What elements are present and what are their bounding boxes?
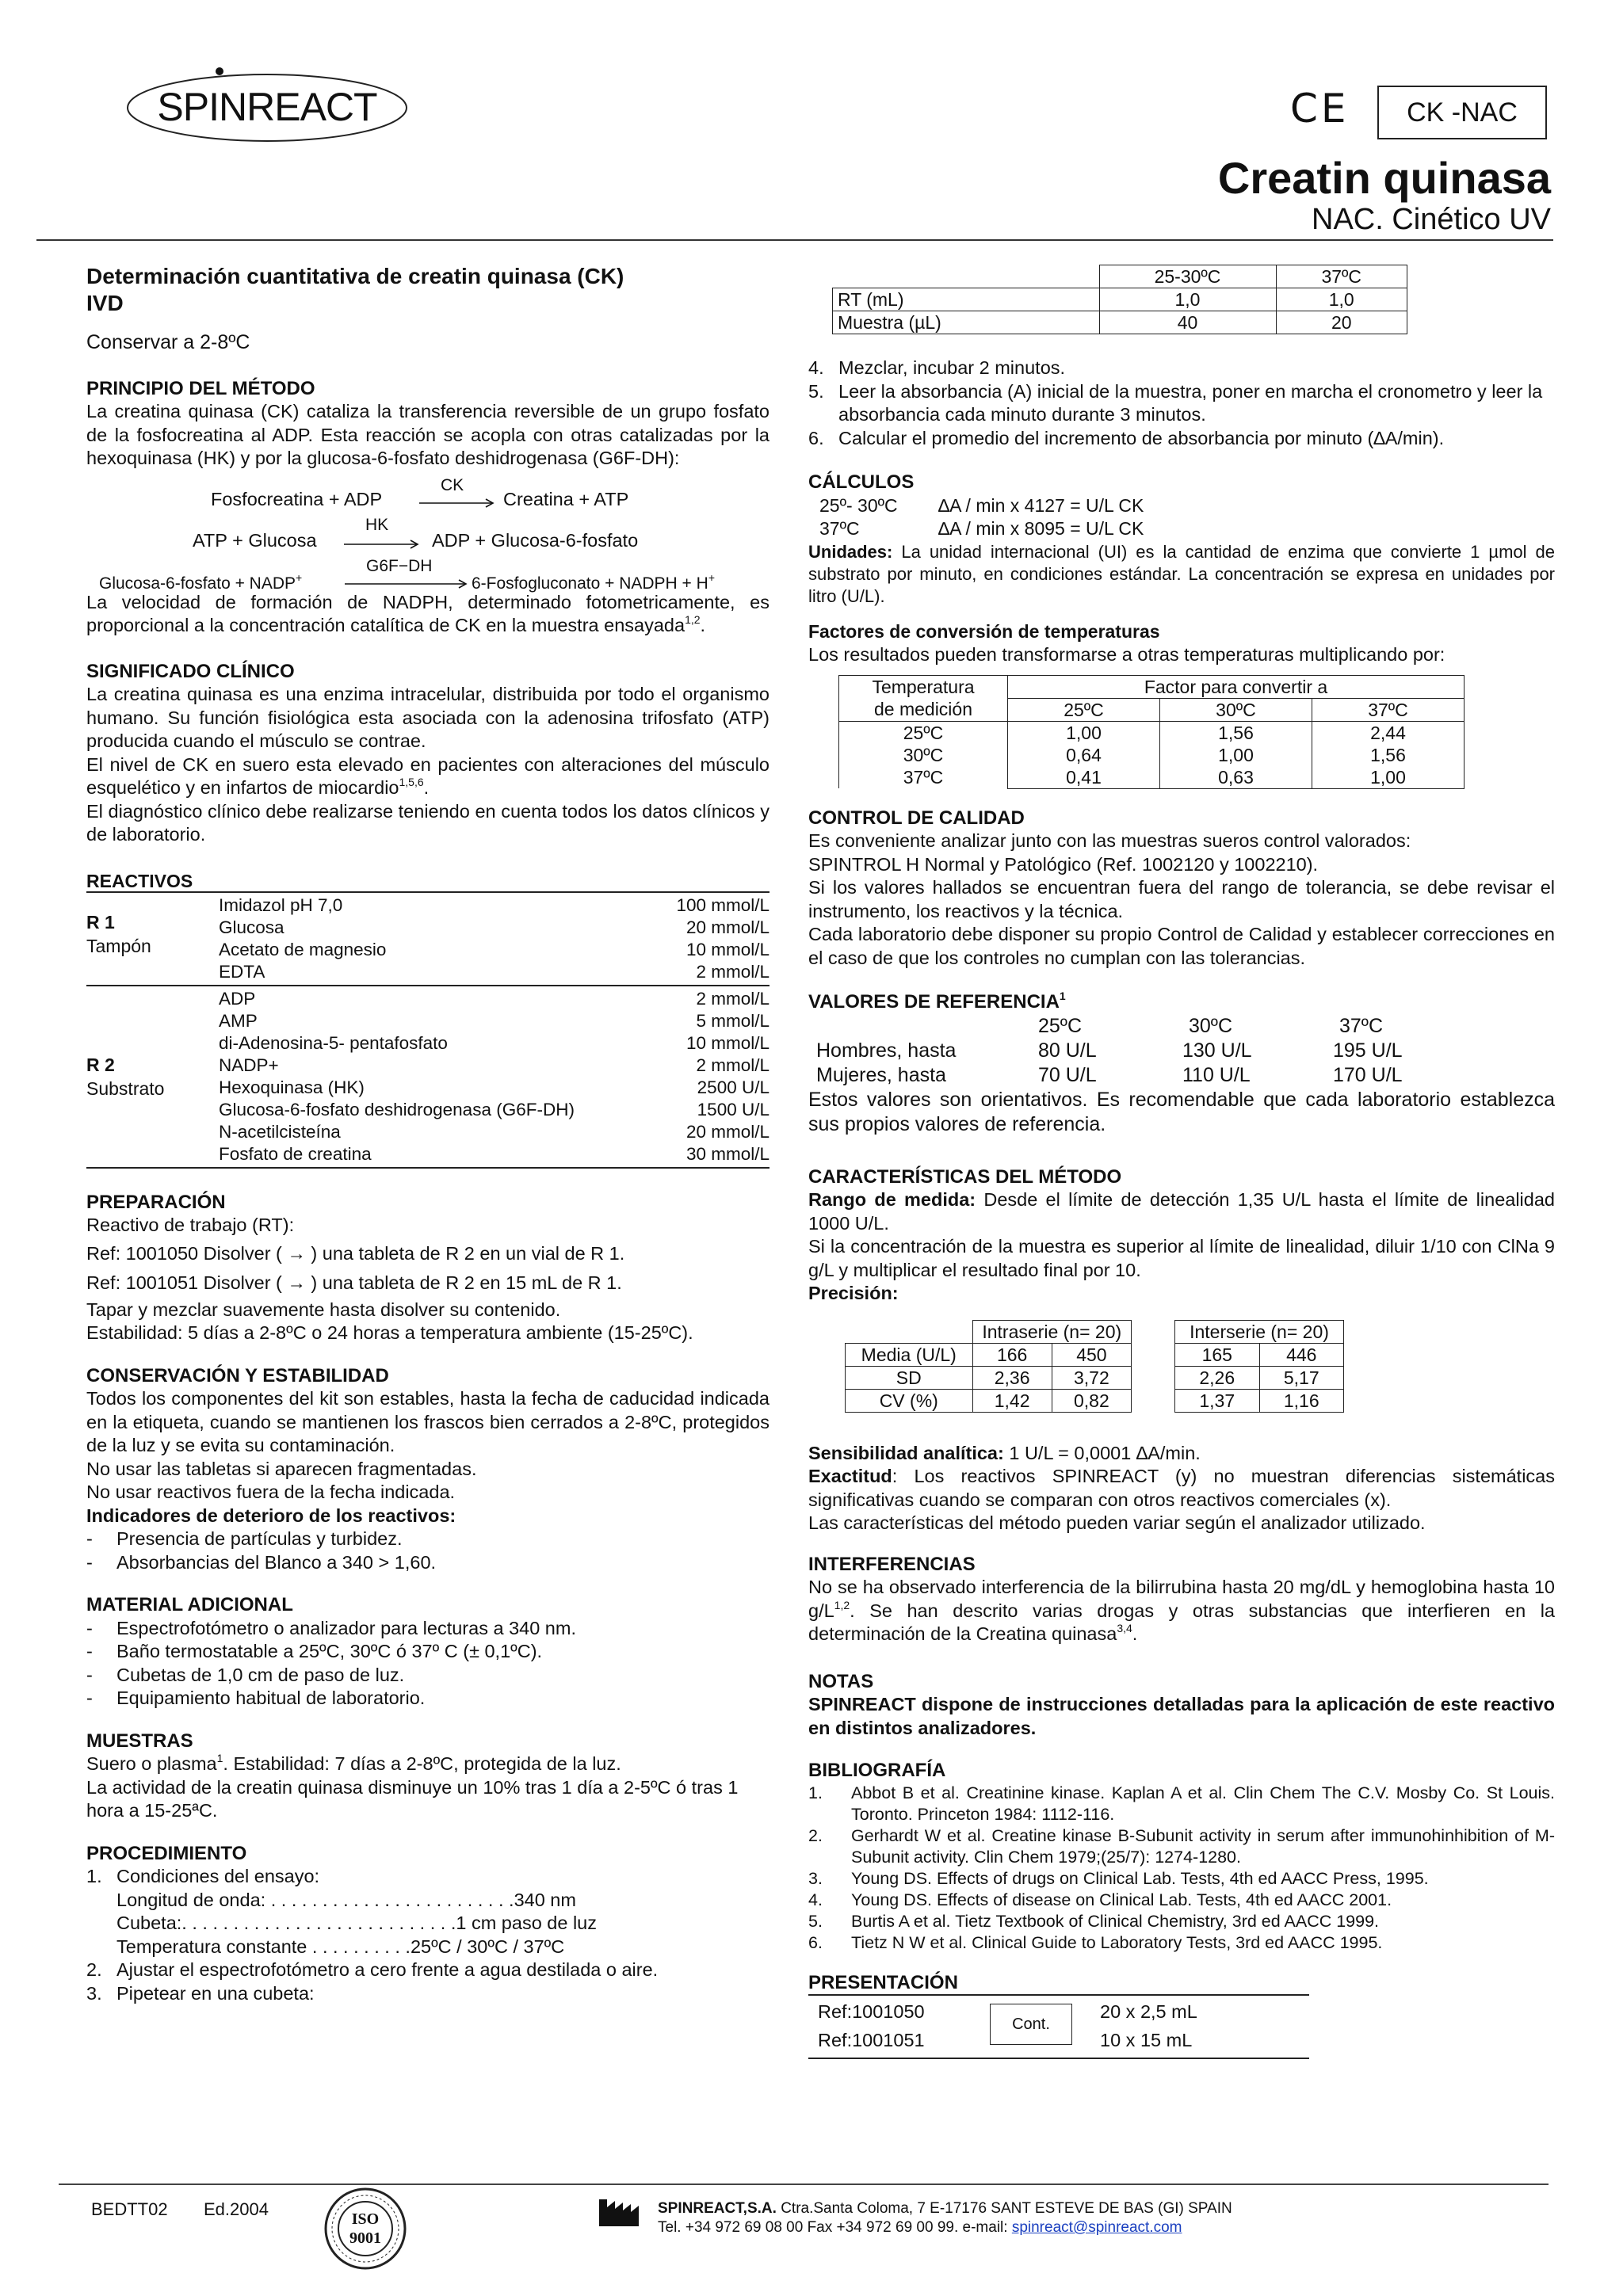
bib-item: Young DS. Effects of drugs on Clinical Lab. Tests, 4th ed AACC Press, 1995. — [851, 1868, 1429, 1888]
conservation-p3: No usar reactivos fuera de la fecha indicada. — [86, 1482, 456, 1502]
material-item: Espectrofotómetro o analizador para lecturas a 340 nm. — [116, 1617, 576, 1638]
qc-p1: Es conveniente analizar junto con las muestras sueros control valorados: — [808, 830, 1411, 851]
pipette-table: 25-30ºC 37ºC RT (mL) 1,0 1,0 Muestra (µL) 40 20 — [832, 265, 1407, 334]
reagents-table — [86, 891, 769, 1169]
conservation-p1: Todos los componentes del kit son estables, hasta la fecha de caducidad indicada en la etiqueta, cuando se mantienen los frascos bien cerrados a 2-8ºC, protegidos de la luz y se evita su contaminación. — [86, 1388, 769, 1455]
reference-note: Estos valores son orientativos. Es recomendable que cada laboratorio establezca sus propios valores de referencia. — [808, 1088, 1555, 1135]
units-text: Unidades: La unidad internacional (UI) es la cantidad de enzima que convierte 1 µmol de substrato por minuto, en condiciones estándar. La concentración se expresa en unidades por litro (U/L). — [808, 541, 1555, 606]
characteristics-heading: CARACTERÍSTICAS DEL MÉTODO — [808, 1165, 1122, 1188]
bib-item: Burtis A et al. Tietz Textbook of Clinical Chemistry, 3rd ed AACC 1999. — [851, 1911, 1380, 1931]
factors-text: Los resultados pueden transformarse a otras temperaturas multiplicando por: — [808, 644, 1445, 665]
notes-heading: NOTAS — [808, 1670, 874, 1692]
footer-edition: Ed.2004 — [204, 2199, 269, 2219]
presentation-heading: PRESENTACIÓN — [808, 1971, 958, 1993]
reagent-conc: 10 mmol/L — [685, 1032, 769, 1053]
qc-p2: SPINTROL H Normal y Patológico (Ref. 1002120 y 1002210). — [808, 853, 1319, 875]
conservation-p2: No usar las tabletas si aparecen fragmentadas. — [86, 1458, 477, 1479]
principle-heading: PRINCIPIO DEL MÉTODO — [86, 377, 315, 399]
iso-seal-icon — [323, 2187, 407, 2271]
product-subtitle: NAC. Cinético UV — [1312, 203, 1551, 236]
product-title: Creatin quinasa — [1217, 153, 1551, 203]
reference-table: 25ºC 30ºC 37ºC Hombres, hasta 80 U/L 130 U/L 195 U/L Mujeres, hasta 70 U/L 110 U/L 170 U/L — [816, 1014, 1403, 1086]
bib-item: Gerhardt W et al. Creatine kinase B-Subunit activity in serum after immunohinhibition of M-Subunit activity. Clin Chem 1979;(25/7): 1274-1280. — [851, 1825, 1555, 1867]
sensitivity-text: Sensibilidad analítica: 1 U/L = 0,0001 ∆A/min. — [808, 1442, 1201, 1463]
reagents-heading: REACTIVOS — [86, 870, 193, 891]
dilution-text: Si la concentración de la muestra es superior al límite de linealidad, diluir 1/10 con ClNa 9 g/L y multiplicar el resultado final por 10. — [808, 1236, 1555, 1280]
prep-l2: Ref: 1001050 Disolver ( → ) una tableta de R 2 en un vial de R 1. — [86, 1242, 625, 1264]
procedure-s2: Ajustar el espectrofotómetro a cero frente a agua destilada o aire. — [116, 1959, 659, 1980]
header-rule — [36, 239, 1553, 241]
reagents-r2 — [86, 986, 769, 1167]
samples-p2: La actividad de la creatin quinasa disminuye un 10% tras 1 día a 2-5ºC ó tras 1 hora a 15-25ªC. — [86, 1776, 739, 1821]
factors-table: Temperatura Factor para convertir a de medición 25ºC 30ºC 37ºC 25ºC 30ºC 37ºC 1,00 0,64 0,41 1,56 1,00 0,63 2,44 1,56 1,00 — [838, 675, 1465, 789]
reagent-conc: 10 mmol/L — [685, 939, 769, 959]
clinical-p1: La creatina quinasa es una enzima intracelular, distribuida por todo el organismo humano. Su función fisiológica esta asociada con la adenosina trifosfato (ATP) producida cuando el músculo se contrae. — [86, 684, 769, 751]
reagent-conc: 2 mmol/L — [696, 961, 769, 982]
spinreact-logo — [123, 67, 408, 146]
doc-title: Determinación cuantitativa de creatin quinasa (CK) — [86, 264, 624, 288]
samples-p1: Suero o plasma$^1$. Estabilidad: 7 días a 2-8ºC, protegida de la luz. — [86, 1752, 621, 1774]
material-heading: MATERIAL ADICIONAL — [86, 1594, 293, 1615]
principle-text: La creatina quinasa (CK) cataliza la transferencia reversible de un grupo fosfato de la fosfocreatina al ADP. Esta reacción se acopla con otras catalizadas por la hexoquinasa (HK) y por la glucosa-6-fosfato deshidrogenasa (G6F-DH): — [86, 401, 769, 468]
qc-heading: CONTROL DE CALIDAD — [808, 807, 1025, 829]
product-code: CK -NAC — [1407, 97, 1518, 128]
reagent-conc: 20 mmol/L — [685, 1121, 769, 1142]
reagent-name: Hexoquinasa (HK) — [219, 1077, 365, 1097]
samples-heading: MUESTRAS — [86, 1730, 193, 1752]
reagent-conc: 30 mmol/L — [685, 1143, 769, 1164]
conservation-b2: Absorbancias del Blanco a 340 > 1,60. — [116, 1551, 437, 1573]
preparation-heading: PREPARACIÓN — [86, 1191, 226, 1213]
factors-heading: Factores de conversión de temperaturas — [808, 620, 1160, 642]
storage-note: Conservar a 2-8ºC — [86, 331, 250, 353]
procedure-s1: Condiciones del ensayo: — [116, 1866, 320, 1886]
factory-icon — [598, 2196, 640, 2232]
clinical-p2: El nivel de CK en suero esta elevado en pacientes con alteraciones del músculo esquelético y en infartos de miocardio$^{1,5,6}$. — [86, 753, 769, 798]
left-column: Determinación cuantitativa de creatin quinasa (CK) IVD Conservar a 2-8ºC PRINCIPIO DEL MÉTODO La creatina quinasa (CK) cataliza la transferencia reversible de un grupo fosfato de la fosfocreatina al ADP. Esta reacción se acopla con otras catalizadas por la hexoquinasa (HK) y por la glucosa-6-fosfato deshidrogenasa (G6F-DH): Fosfocreatina + ADP CK Creatina + ATP ATP + Glucosa HK ADP + Glucosa-6-fosfato Glucosa-6-fosfato + NADP+ G6F−DH 6-Fosfogluconato + NADPH + H+ La velocidad de formación de NADPH, determinado fotometricamente, es proporcional a la concentración catalítica de CK en la muestra ensayada$^{1,2}$. SIGNIFICADO CLÍNICO La creatina quinasa es una enzima intracelular, distribuida por todo el organismo humano. Su función fisiológica esta asociada con la adenosina trifosfato (ATP) producida cuando el músculo se contrae. El nivel de CK en suero esta elevado en pacientes con alteraciones del músculo esquelético y en infartos de miocardio$^{1,5,6}$. El diagnóstico clínico debe realizarse teniendo en cuenta todos los datos clínicos y de laboratorio. REACTIVOS R 1 Tampón Imidazol pH 7,0 100 mmol/L Glucosa 20 mmol/L Acetato de magnesio 10 mmol/L EDTA 2 mmol/L R 2 Substrato ADP 2 mmol/L AMP 5 mmol/L di-Adenosina-5- pentafosfato 10 mmol/L NADP+ 2 mmol/L Hexoquinasa (HK) 2500 U/L Glucosa-6-fosfato deshidrogenasa (G6F-DH) 1500 U/L N-acetilcisteína 20 mmol/L Fosfato de creatina 30 mmol/L PREPARACIÓN Reactivo de trabajo (RT): Ref: 1001050 Disolver ( → ) una tableta de R 2 en un vial de R 1. Ref: 1001051 Disolver ( → ) una tableta de R 2 en 15 mL de R 1. Tapar y mezclar suavemente hasta disolver su contenido. Estabilidad: 5 días a 2-8ºC o 24 horas a temperatura ambiente (15-25ºC). CONSERVACIÓN Y ESTABILIDAD Todos los componentes del kit son estables, hasta la fecha de caducidad indicada en la etiqueta, cuando se mantienen los frascos bien cerrados a 2-8ºC, protegidos de la luz y se evita su contaminación. No usar las tabletas si aparecen fragmentadas. No usar reactivos fuera de la fecha indicada. Indicadores de deterioro de los reactivos: - Presencia de partículas y turbidez. - Absorbancias del Blanco a 340 > 1,60. MATERIAL ADICIONAL - Espectrofotómetro o analizador para lecturas a 340 nm. - Baño termostatable a 25ºC, 30ºC ó 37º C (± 0,1ºC). - Cubetas de 1,0 cm de paso de luz. - Equipamiento habitual de laboratorio. MUESTRAS Suero o plasma$^1$. Estabilidad: 7 días a 2-8ºC, protegida de la luz. La actividad de la creatin quinasa disminuye un 10% tras 1 día a 2-5ºC ó tras 1 hora a 15-25ªC. PROCEDIMIENTO 1. Condiciones del ensayo: Longitud de onda: . . . . . . . . . . . . . . . . . . . . . . . .340 nm Cubeta:. . . . . . . . . . . . . . . . . . . . . . . . . . .1 cm paso de luz Temperatura constante . . . . . . . . . .25ºC / 30ºC / 37ºC 2. Ajustar el espectrofotómetro a cero frente a agua destilada o aire. 3. Pipetear en una cubeta: — [86, 263, 769, 2005]
procedure-heading: PROCEDIMIENTO — [86, 1842, 247, 1864]
prep-l5: Estabilidad: 5 días a 2-8ºC o 24 horas a temperatura ambiente (15-25ºC). — [86, 1322, 693, 1343]
calc-heading: CÁLCULOS — [808, 471, 915, 493]
logo-text: SPINREACT — [157, 85, 377, 129]
bib-item: Young DS. Effects of disease on Clinical Lab. Tests, 4th ed AACC 2001. — [851, 1890, 1392, 1909]
reaction-2: ATP + Glucosa HK ADP + Glucosa-6-fosfato — [193, 515, 639, 551]
reagent-conc: 1500 U/L — [697, 1099, 769, 1119]
iso-seal: ISO 9001 — [323, 2187, 407, 2271]
reagent-name: di-Adenosina-5- pentafosfato — [219, 1032, 448, 1053]
reagent-conc: 100 mmol/L — [676, 894, 769, 915]
clinical-heading: SIGNIFICADO CLÍNICO — [86, 660, 295, 682]
material-item: Equipamiento habitual de laboratorio. — [116, 1688, 426, 1708]
r2-label: R 2 — [86, 1054, 115, 1075]
qc-p4: Cada laboratorio debe disponer su propio Control de Calidad y establecer correcciones en el caso de que los controles no cumplan con las tolerancias. — [808, 924, 1555, 968]
calc-row-2: 37ºC ∆A / min x 8095 = U/L CK — [819, 518, 1144, 539]
intra-table: Intraserie (n= 20) Media (U/L) 166 450 SD 2,36 3,72 CV (%) 1,42 0,82 — [845, 1320, 1132, 1413]
product-code-box — [1377, 86, 1547, 139]
reagent-name: Glucosa — [219, 917, 285, 937]
bibliography-heading: BIBLIOGRAFÍA — [808, 1760, 946, 1781]
bibliography-list: 1. Abbot B et al. Creatinine kinase. Kaplan A et al. Clin Chem The C.V. Mosby Co. St Louis. Toronto. Princeton 1984: 1112-116. 2. Gerhardt W et al. Creatine kinase B-Subunit activity in serum after immunohinhibition of M-Subunit activity. Clin Chem 1979;(25/7): 1274-1280. 3. Young DS. Effects of drugs on Clinical Lab. Tests, 4th ed AACC Press, 1995. 4. Young DS. Effects of disease on Clinical Lab. Tests, 4th ed AACC 2001. 5. Burtis A et al. Tietz Textbook of Clinical Chemistry, 3rd ed AACC 1999. 6. Tietz N W et al. Clinical Guide to Laboratory Tests, 3rd ed AACC 1995. — [808, 1783, 1555, 1952]
step-5: Leer la absorbancia (A) inicial de la muestra, poner en marcha el cronometro y leer la absorbancia cada minuto durante 3 minutos. — [838, 380, 1543, 425]
reaction-3: Glucosa-6-fosfato + NADP+ G6F−DH 6-Fosfogluconato + NADPH + H+ — [99, 556, 715, 593]
precision-tables — [808, 1320, 1555, 1431]
right-column: 25-30ºC 37ºC RT (mL) 1,0 1,0 Muestra (µL) 40 20 4. Mezclar, incubar 2 minutos. 5. Leer la absorbancia (A) inicial de la muestra, poner en marcha el cronometro y leer la absorbancia cada minuto durante 3 minutos. 6. Calcular el promedio del incremento de absorbancia por minuto (∆A/min). CÁLCULOS 25º- 30ºC ∆A / min x 4127 = U/L CK 37ºC ∆A / min x 8095 = U/L CK Unidades: La unidad internacional (UI) es la cantidad de enzima que convierte 1 µmol de substrato por minuto, en condiciones estándar. La concentración se expresa en unidades por litro (U/L). Factores de conversión de temperaturas Los resultados pueden transformarse a otras temperaturas multiplicando por: Temperatura Factor para convertir a de medición 25ºC 30ºC 37ºC 25ºC 30ºC 37ºC 1,00 0,64 0,41 1,56 1,00 0,63 2,44 1,56 1,00 CONTROL DE CALIDAD Es conveniente analizar junto con las muestras sueros control valorados: SPINTROL H Normal y Patológico (Ref. 1002120 y 1002210). Si los valores hallados se encuentran fuera del rango de tolerancia, se debe revisar el instrumento, los reactivos y la técnica. Cada laboratorio debe disponer su propio Control de Calidad y establecer correcciones en el caso de que los controles no cumplan con las tolerancias. VALORES DE REFERENCIA$^1$ 25ºC 30ºC 37ºC Hombres, hasta 80 U/L 130 U/L 195 U/L Mujeres, hasta 70 U/L 110 U/L 170 U/L Estos valores son orientativos. Es recomendable que cada laboratorio establezca sus propios valores de referencia. CARACTERÍSTICAS DEL MÉTODO Rango de medida: Desde el límite de detección 1,35 U/L hasta el límite de linealidad 1000 U/L. Si la concentración de la muestra es superior al límite de linealidad, diluir 1/10 con ClNa 9 g/L y multiplicar el resultado final por 10. Precisión: Intraserie (n= 20) Media (U/L) 166 450 SD 2,36 3,72 CV (%) 1,42 0,82 Interserie (n= 20) 165 446 2,26 5,17 1,37 1,16 Sensibilidad analítica: 1 U/L = 0,0001 ∆A/min. Exactitud: Los reactivos SPINREACT (y) no muestran diferencias sistemáticas significativas cuando se comparan con otros reactivos comerciales (x). Las características del método pueden variar según el analizador utilizado. INTERFERENCIAS No se ha observado interferencia de la bilirrubina hasta 20 mg/dL y hemoglobina hasta 10 $g/L^{1,2}$. Se han descrito varias drogas y otras substancias que interfieren en la determinación de la Creatina quinasa$^{3,4}$. NOTAS SPINREACT dispone de instrucciones detalladas para la aplicación de este reactivo en distintos analizadores. BIBLIOGRAFÍA 1. Abbot B et al. Creatinine kinase. Kaplan A et al. Clin Chem The C.V. Mosby Co. St Louis. Toronto. Princeton 1984: 1112-116. 2. Gerhardt W et al. Creatine kinase B-Subunit activity in serum after immunohinhibition of M-Subunit activity. Clin Chem 1979;(25/7): 1274-1280. 3. Young DS. Effects of drugs on Clinical Lab. Tests, 4th ed AACC Press, 1995. 4. Young DS. Effects of disease on Clinical Lab. Tests, 4th ed AACC 2001. 5. Burtis A et al. Tietz Textbook of Clinical Chemistry, 3rd ed AACC 1999. 6. Tietz N W et al. Clinical Guide to Laboratory Tests, 3rd ed AACC 1995. PRESENTACIÓN Ref:1001050 Ref:1001051 Cont. 20 x 2,5 mL 10 x 15 mL — [808, 265, 1555, 2059]
range-text: Rango de medida: Desde el límite de detección 1,35 U/L hasta el límite de linealidad 1000 U/L. — [808, 1189, 1555, 1234]
r1-sub: Tampón — [86, 935, 151, 956]
procedure-s1b: Cubeta:. . . . . . . . . . . . . . . . . . . . . . . . . . .1 cm paso de luz — [116, 1913, 597, 1933]
step-6: Calcular el promedio del incremento de absorbancia por minuto (∆A/min). — [838, 427, 1445, 448]
reaction-1: Fosfocreatina + ADP CK Creatina + ATP — [211, 475, 629, 509]
reagent-name: N-acetilcisteína — [219, 1121, 341, 1142]
material-item: Baño termostatable a 25ºC, 30ºC ó 37º C (± 0,1ºC). — [116, 1641, 543, 1661]
footer-company: SPINREACT,S.A. Ctra.Santa Coloma, 7 E-17176 SANT ESTEVE DE BAS (GI) SPAIN Tel. +34 972 69 08 00 Fax +34 972 69 00 99. e-mail: spinreact@spinreact.com — [658, 2200, 1232, 2236]
r2-sub: Substrato — [86, 1077, 165, 1099]
interferences-text: No se ha observado interferencia de la bilirrubina hasta 20 mg/dL y hemoglobina hasta 10 $g/L^{1,2}$. Se han descrito varias drogas y otras substancias que interfieren en la determinación de la Creatina quinasa$^{3,4}$. — [808, 1577, 1555, 1644]
footer-rule — [59, 2183, 1549, 2185]
reference-heading: VALORES DE REFERENCIA$^1$ — [808, 990, 1066, 1013]
reagent-name: Acetato de magnesio — [219, 939, 387, 959]
ce-mark: CE — [1290, 86, 1350, 132]
presentation-table: Ref:1001050 Ref:1001051 Cont. 20 x 2,5 mL 10 x 15 mL — [808, 1994, 1309, 2059]
cont-box: Cont. — [990, 2004, 1072, 2045]
prep-l3: Ref: 1001051 Disolver ( → ) una tableta de R 2 en 15 mL de R 1. — [86, 1272, 622, 1293]
inter-table: Interserie (n= 20) 165 446 2,26 5,17 1,37 1,16 — [1174, 1320, 1344, 1413]
reagent-conc: 2 mmol/L — [696, 988, 769, 1009]
characteristics-last: Las características del método pueden variar según el analizador utilizado. — [808, 1512, 1426, 1533]
reagent-name: EDTA — [219, 961, 265, 982]
qc-p3: Si los valores hallados se encuentran fuera del rango de tolerancia, se debe revisar el instrumento, los reactivos y la técnica. — [808, 877, 1555, 921]
conservation-heading: CONSERVACIÓN Y ESTABILIDAD — [86, 1364, 389, 1386]
reagent-name: ADP — [219, 988, 256, 1009]
reagents-r1 — [86, 893, 769, 986]
principle-text-2: La velocidad de formación de NADPH, determinado fotometricamente, es proporcional a la concentración catalítica de CK en la muestra ensayada$^{1,2}$. — [86, 591, 769, 635]
reagent-conc: 2 mmol/L — [696, 1055, 769, 1075]
reagent-name: NADP+ — [219, 1055, 279, 1075]
calc-row-1: 25º- 30ºC ∆A / min x 4127 = U/L CK — [819, 494, 1144, 516]
prep-l4: Tapar y mezclar suavemente hasta disolver su contenido. — [86, 1299, 561, 1320]
conservation-p4: Indicadores de deterioro de los reactivos: — [86, 1505, 456, 1526]
bib-item: Abbot B et al. Creatinine kinase. Kaplan A et al. Clin Chem The C.V. Mosby Co. St Louis. Toronto. Princeton 1984: 1112-116. — [851, 1783, 1555, 1824]
interferences-heading: INTERFERENCIAS — [808, 1553, 976, 1575]
reagent-name: Glucosa-6-fosfato deshidrogenasa (G6F-DH) — [219, 1099, 575, 1119]
conservation-b1: Presencia de partículas y turbidez. — [116, 1528, 403, 1549]
reagent-name: Imidazol pH 7,0 — [219, 894, 343, 915]
reagent-conc: 20 mmol/L — [685, 917, 769, 937]
reagent-conc: 2500 U/L — [697, 1077, 769, 1097]
ivd-label: IVD — [86, 291, 124, 315]
clinical-p3: El diagnóstico clínico debe realizarse teniendo en cuenta todos los datos clínicos y de laboratorio. — [86, 800, 769, 845]
step-4: Mezclar, incubar 2 minutos. — [838, 357, 1066, 378]
bib-item: Tietz N W et al. Clinical Guide to Laboratory Tests, 3rd ed AACC 1995. — [851, 1932, 1383, 1952]
procedure-s1c: Temperatura constante . . . . . . . . . .25ºC / 30ºC / 37ºC — [116, 1936, 565, 1957]
reagent-name: Fosfato de creatina — [219, 1143, 372, 1164]
email-link[interactable]: spinreact@spinreact.com — [1011, 2219, 1182, 2236]
notes-text: SPINREACT dispone de instrucciones detalladas para la aplicación de este reactivo en distintos analizadores. — [808, 1694, 1555, 1738]
procedure-s3: Pipetear en una cubeta: — [116, 1982, 315, 2004]
exactitude-text: Exactitud: Los reactivos SPINREACT (y) no muestran diferencias sistemáticas significativas cuando se comparan con otros reactivos comerciales (x). — [808, 1466, 1555, 1510]
reagent-conc: 5 mmol/L — [696, 1010, 769, 1031]
r1-label: R 1 — [86, 911, 115, 933]
reagent-name: AMP — [219, 1010, 258, 1031]
procedure-s1a: Longitud de onda: . . . . . . . . . . . . . . . . . . . . . . . .340 nm — [116, 1889, 576, 1910]
precision-label: Precisión: — [808, 1283, 899, 1303]
footer-code: BEDTT02 — [91, 2199, 168, 2219]
prep-l1: Reactivo de trabajo (RT): — [86, 1215, 295, 1235]
material-item: Cubetas de 1,0 cm de paso de luz. — [116, 1664, 405, 1685]
